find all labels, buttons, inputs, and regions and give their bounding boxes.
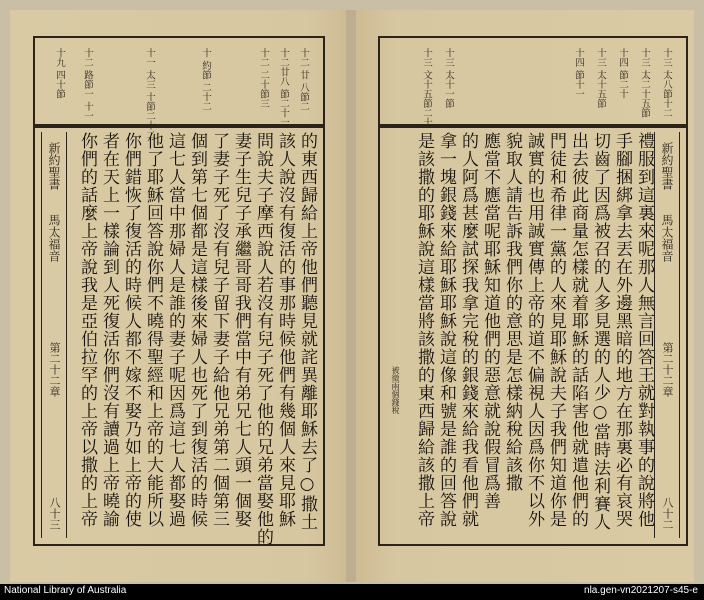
text-column: 貌取人請告訴我們你的意思是怎樣納稅給該撒 [502, 132, 522, 492]
left-note: 十九 四十節 [54, 48, 65, 99]
catalog-id: nla.gen-vn2021207-s45-e [584, 585, 698, 596]
text-column: 妻子生兒子承繼哥哥我們當中有弟兄七人頭一個娶 [231, 132, 251, 528]
text-column: 誠實的也用誠實傳上帝的道不偏視人因爲你不以外 [524, 132, 544, 528]
text-column: 問說夫子摩西說人若沒有兒子死了他的兄弟當娶他的 [253, 132, 273, 546]
right-note: 十三 文十五節二十 [421, 48, 432, 128]
text-column: 是該撒的耶穌說這樣當將該撒的東西歸給該撒上帝 [414, 132, 434, 528]
left-page-number: 八十三 [48, 497, 61, 530]
right-notes-box [378, 36, 688, 128]
right-note: 十三 太十一節 [443, 48, 454, 109]
left-margin-column [41, 132, 67, 538]
right-side-note: 被徵兩個錢稅 [391, 366, 400, 414]
text-column: 拿一塊銀錢來給耶穌耶穌說這像和號是誰的回答說 [436, 132, 456, 528]
left-book-title: 馬太福音 [47, 214, 61, 262]
right-note: 十四 節十一 [573, 48, 584, 99]
text-column: 的人阿爲甚麼試探我拿完稅的銀錢來給我看他們就 [458, 132, 478, 528]
text-column: 門徒和希律一黨的人來見耶穌說夫子我們知道你是 [546, 132, 566, 528]
right-note: 十三 太二十五節 [639, 48, 650, 118]
text-column: 出去彼此商量怎樣就着耶穌的話陷害他就遣他們的 [568, 132, 588, 528]
left-note: 十二 二十節三 [258, 48, 269, 109]
right-chapter-label: 第二十二章 [661, 342, 674, 397]
text-column: 者在天上一樣論到人死復活你們沒有讀過上帝曉諭 [99, 132, 119, 528]
left-note: 十二廿八 節二十一 [278, 48, 289, 128]
left-body-text [71, 132, 317, 546]
text-column: 禮服到這裏來呢那人無言回答王就對執事的說將他 [634, 132, 654, 528]
right-body-text [414, 132, 654, 538]
left-note: 十一 太三 十節二十二 [144, 48, 155, 140]
text-column: 他了耶穌回答說你們不曉得聖經和上帝的大能所以 [143, 132, 163, 528]
text-column: 切齒了因爲被召的人多見選的人少○當時法利賽人 [590, 132, 610, 531]
left-note: 十二 廿 八節二 [298, 48, 309, 112]
right-page-header: 新約聖書 [660, 142, 674, 190]
left-notes-box [33, 36, 325, 140]
text-column: 手腳捆綁拿去丟在外邊黑暗的地方在那裏必有哀哭 [612, 132, 632, 528]
right-note: 十三 太八節十二 [661, 48, 672, 118]
text-column: 你們的話麼上帝說我是亞伯拉罕的上帝以撒的上帝 [77, 132, 97, 528]
library-credit: National Library of Australia [4, 585, 127, 596]
left-note: 十二 路節一 十一 [82, 48, 93, 121]
left-note: 十 約節 二十二 [200, 48, 211, 112]
text-column: 了妻子死了沒有兒子留下妻子給他兄弟第二個第三 [209, 132, 229, 528]
text-column: 這七人當中那婦人是誰的妻子呢因爲這七人都娶過 [165, 132, 185, 528]
right-note: 十三 太十五節 [595, 48, 606, 109]
right-page-number: 八十二 [661, 497, 674, 530]
right-note: 十四 節二十 [617, 48, 628, 99]
text-column: 你們錯恢了復活的時候人都不嫁不娶乃如上帝的使 [121, 132, 141, 528]
text-column: 該人說沒有復活的事那時候他們有幾個人來見耶穌 [275, 132, 295, 528]
footer-bar [0, 584, 704, 600]
right-text-frame [378, 124, 688, 546]
left-chapter-label: 第二十二章 [48, 342, 61, 397]
text-column: 個到第七個都是這樣後來婦人也死了到復活的時候 [187, 132, 207, 528]
text-column: 的東西歸給上帝他們聽見就詫異離耶穌去了○撒土 [297, 132, 317, 531]
right-margin-column [654, 132, 680, 538]
left-text-frame [33, 124, 325, 546]
text-column: 應當不應當呢耶穌知道他們的惡意就說假冒爲善 [480, 132, 500, 510]
left-page-header: 新約聖書 [47, 142, 61, 190]
right-book-title: 馬太福音 [660, 214, 674, 262]
